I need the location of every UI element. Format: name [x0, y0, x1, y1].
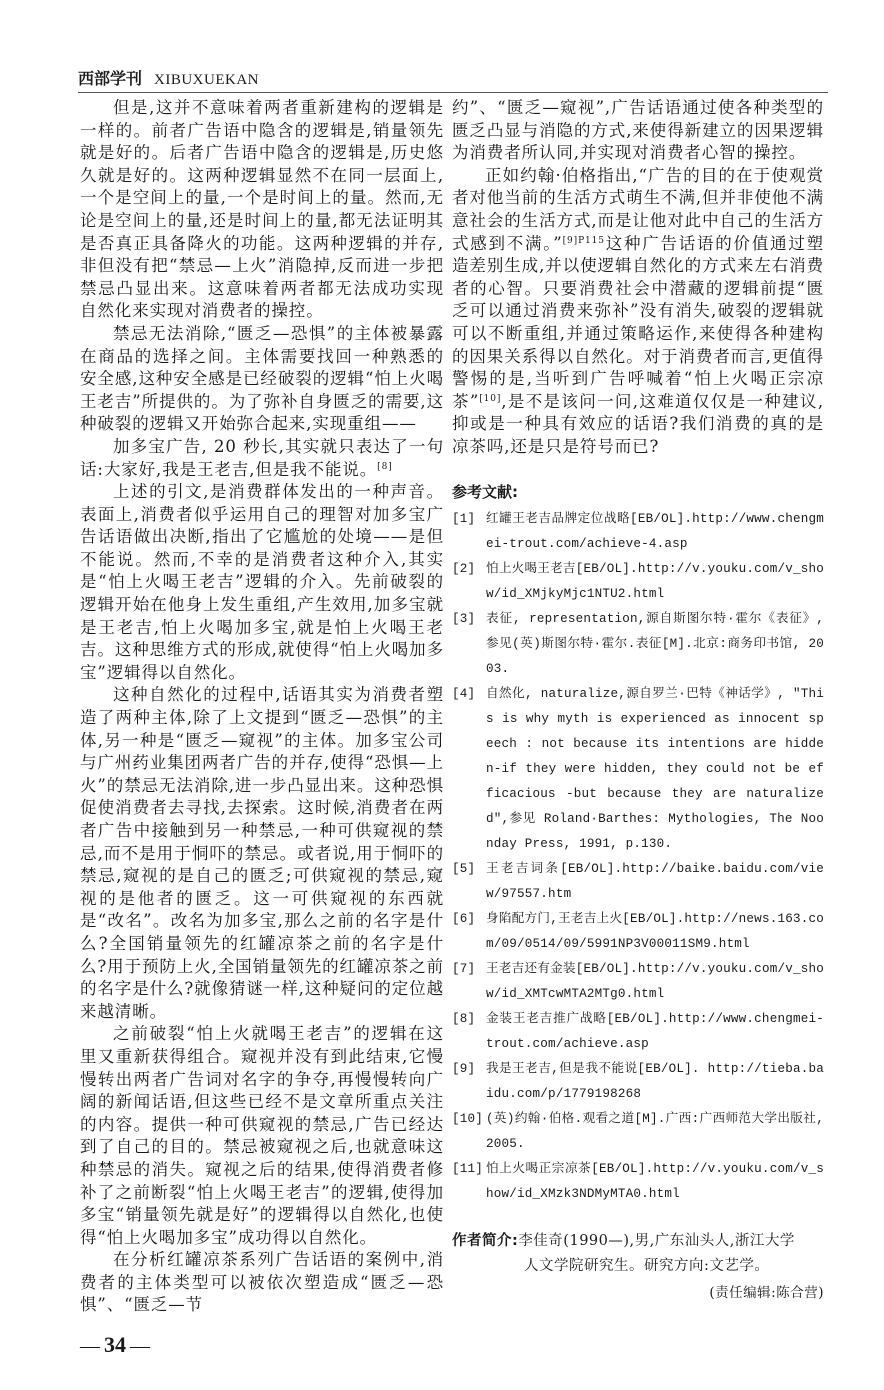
reference-text: 表征, representation,源自斯图尔特·霍尔《表征》,参见(英)斯图尔特·霍尔.表征[M].北京:商务印书馆, 2003.	[486, 612, 824, 677]
paragraph: 之前破裂“怕上火就喝王老吉”的逻辑在这里又重新获得组合。窥视并没有到此结束,它慢慢转出两者广告词对名字的争夺,再慢慢转向广阔的新闻话语,但这些已经不是文章所重点关注的内容。提供一种可供窥视的禁忌,广告已经达到了自己的目的。禁忌被窥视之后,也就意味这种禁忌的消失。窥视之后的结果,使得消费者修补了之前断裂“怕上火喝王老吉”的逻辑,使得加多宝“销量领先就是好”的逻辑得以自然化,也使得“怕上火喝加多宝”成功得以自然化。	[80, 1024, 444, 1247]
reference-item	[452, 507, 824, 557]
journal-name-latin: XIBUXUEKAN	[154, 72, 260, 88]
reference-number: [10]	[452, 1112, 484, 1127]
reference-item	[452, 907, 824, 957]
reference-text: 王老吉词条[EB/OL].http://baike.baidu.com/view/97557.htm	[486, 862, 824, 902]
paragraph: 正如约翰·伯格指出,“广告的目的在于使观赏者对他当前的生活方式萌生不满,但并非使他不满意社会的生活方式,而是让他对此中自己的生活方式感到不满。”$^{[9]P115}$这种广告话语的价值通过塑造差别生成,并以使逻辑自然化的方式来左右消费者的心智。只要消费社会中潜藏的逻辑前提“匮乏可以通过消费来弥补”没有消失,破裂的逻辑就可以不断重组,并通过策略运作,来使得各种建构的因果关系得以自然化。对于消费者而言,更值得警惕的是,当听到广告呼喊着“怕上火喝正宗凉茶”[10],是不是该问一问,这难道仅仅是一种建议,抑或是一种具有效应的话语?我们消费的真的是凉茶吗,还是只是符号而已?	[452, 165, 824, 456]
paragraph: 在分析红罐凉茶系列广告话语的案例中,消费者的主体类型可以被依次塑造成“匮乏—恐惧”、“匮乏—节	[80, 1250, 444, 1315]
reference-item	[452, 1057, 824, 1107]
right-column	[452, 97, 824, 1306]
author-bio-line2: 人文学院研究生。研究方向:文艺学。	[524, 1258, 770, 1275]
citation: [9]P115	[562, 235, 605, 246]
reference-list	[452, 507, 824, 1207]
reference-number: [6]	[452, 912, 476, 927]
reference-item	[452, 682, 824, 857]
reference-number: [7]	[452, 962, 476, 977]
reference-number: [4]	[452, 687, 476, 702]
reference-number: [2]	[452, 562, 476, 577]
reference-text: 我是王老吉,但是我不能说[EB/OL]. http://tieba.baidu.com/p/1779198268	[486, 1062, 824, 1102]
references-heading: 参考文献:	[452, 482, 518, 501]
reference-number: [8]	[452, 1012, 476, 1027]
author-bio-line1: 李佳奇(1990—),男,广东汕头人,浙江大学	[518, 1233, 795, 1250]
two-column-body	[78, 97, 828, 1317]
reference-number: [9]	[452, 1062, 476, 1077]
author-bio-label: 作者简介:	[452, 1233, 519, 1250]
reference-text: 红罐王老吉品牌定位战略[EB/OL].http://www.chengmei-trout.com/achieve-4.asp	[486, 512, 824, 552]
reference-item	[452, 957, 824, 1007]
reference-item	[452, 557, 824, 607]
page-number: — 34 —	[80, 1332, 150, 1358]
paragraph: 约”、“匮乏—窥视”,广告话语通过使各种类型的匮乏凸显与消隐的方式,来使得新建立的因果逻辑为消费者所认同,并实现对消费者心智的操控。	[452, 98, 824, 163]
reference-text: 身陷配方门,王老吉上火[EB/OL].http://news.163.com/09/0514/09/5991NP3V00011SM9.html	[486, 912, 824, 952]
reference-item	[452, 1007, 824, 1057]
reference-number: [5]	[452, 862, 476, 877]
journal-name: 西部学刊	[78, 69, 143, 88]
reference-item	[452, 607, 824, 682]
reference-item	[452, 1107, 824, 1157]
paragraph: 加多宝广告, 20 秒长,其实就只表达了一句话:大家好,我是王老吉,但是我不能说。[8]	[80, 436, 444, 479]
paragraph: 这种自然化的过程中,话语其实为消费者塑造了两种主体,除了上文提到“匮乏—恐惧”的主体,另一种是“匮乏—窥视”的主体。加多宝公司与广州药业集团两者广告的并存,使得“恐惧—上火”的禁忌无法消除,进一步凸显出来。这种恐惧促使消费者去寻找,去探索。这时候,消费者在两者广告中接触到另一种禁忌,一种可供窥视的禁忌,而不是用于恫吓的禁忌。或者说,用于恫吓的禁忌,窥视的是自己的匮乏;可供窥视的禁忌,窥视的是他者的匮乏。这一可供窥视的东西就是“改名”。改名为加多宝,那么之前的名字是什么?全国销量领先的红罐凉茶之前的名字是什么?用于预防上火,全国销量领先的红罐凉茶之前的名字是什么?就像猜谜一样,这种疑问的定位越来越清晰。	[80, 685, 444, 1021]
citation: [8]	[377, 461, 393, 472]
reference-text: 自然化, naturalize,源自罗兰·巴特《神话学》, "This is why myth is experienced as innocent speech : not because its intentions are hidden-if they were hidden, they could not be efficacious -but because they are naturalized",参见 Roland·Barthes: Mythologies, The Noonday Press, 1991, p.130.	[486, 687, 824, 852]
reference-text: 王老吉还有金装[EB/OL].http://v.youku.com/v_show/id_XMTcwMTA2MTg0.html	[486, 962, 824, 1002]
left-column	[80, 97, 444, 1317]
reference-text: 金装王老吉推广战略[EB/OL].http://www.chengmei-trout.com/achieve.asp	[486, 1012, 824, 1052]
reference-number: [11]	[452, 1162, 484, 1177]
author-bio	[452, 1229, 824, 1306]
reference-text: 怕上火喝正宗凉茶[EB/OL].http://v.youku.com/v_show/id_XMzk3NDMyMTA0.html	[486, 1162, 824, 1202]
running-header	[78, 66, 828, 93]
reference-text: (英)约翰·伯格.观看之道[M].广西:广西师范大学出版社, 2005.	[486, 1112, 824, 1152]
reference-item	[452, 857, 824, 907]
reference-number: [3]	[452, 612, 476, 627]
paragraph: 但是,这并不意味着两者重新建构的逻辑是一样的。前者广告语中隐含的逻辑是,销量领先就是好的。后者广告语中隐含的逻辑是,历史悠久就是好的。这两种逻辑显然不在同一层面上,一个是空间上的量,一个是时间上的量。然而,无论是空间上的量,还是时间上的量,都无法证明其是否真正具备降火的功能。这两种逻辑的并存,非但没有把“禁忌—上火”消隐掉,反而进一步把禁忌凸显出来。这意味着两者都无法成功实现自然化来实现对消费者的操控。	[80, 98, 444, 321]
citation: [10]	[479, 393, 502, 404]
paragraph: 禁忌无法消除,“匮乏—恐惧”的主体被暴露在商品的选择之间。主体需要找回一种熟悉的安全感,这种安全感是已经破裂的逻辑“怕上火喝王老吉”所提供的。为了弥补自身匮乏的需要,这种破裂的逻辑又开始弥合起来,实现重组——	[80, 323, 444, 434]
reference-text: 怕上火喝王老吉[EB/OL].http://v.youku.com/v_show/id_XMjkyMjc1NTU2.html	[486, 562, 824, 602]
editor-note: (责任编辑:陈合营)	[709, 1285, 824, 1302]
paragraph: 上述的引文,是消费群体发出的一种声音。表面上,消费者似乎运用自己的理智对加多宝广告话语做出决断,指出了它尴尬的处境——是但不能说。然而,不幸的是消费者这种介入,其实是“怕上火喝王老吉”逻辑的介入。先前破裂的逻辑开始在他身上发生重组,产生效用,加多宝就是王老吉,怕上火喝加多宝,就是怕上火喝王老吉。这种思维方式的形成,就使得“怕上火喝加多宝”逻辑得以自然化。	[80, 482, 444, 682]
reference-number: [1]	[452, 512, 476, 527]
